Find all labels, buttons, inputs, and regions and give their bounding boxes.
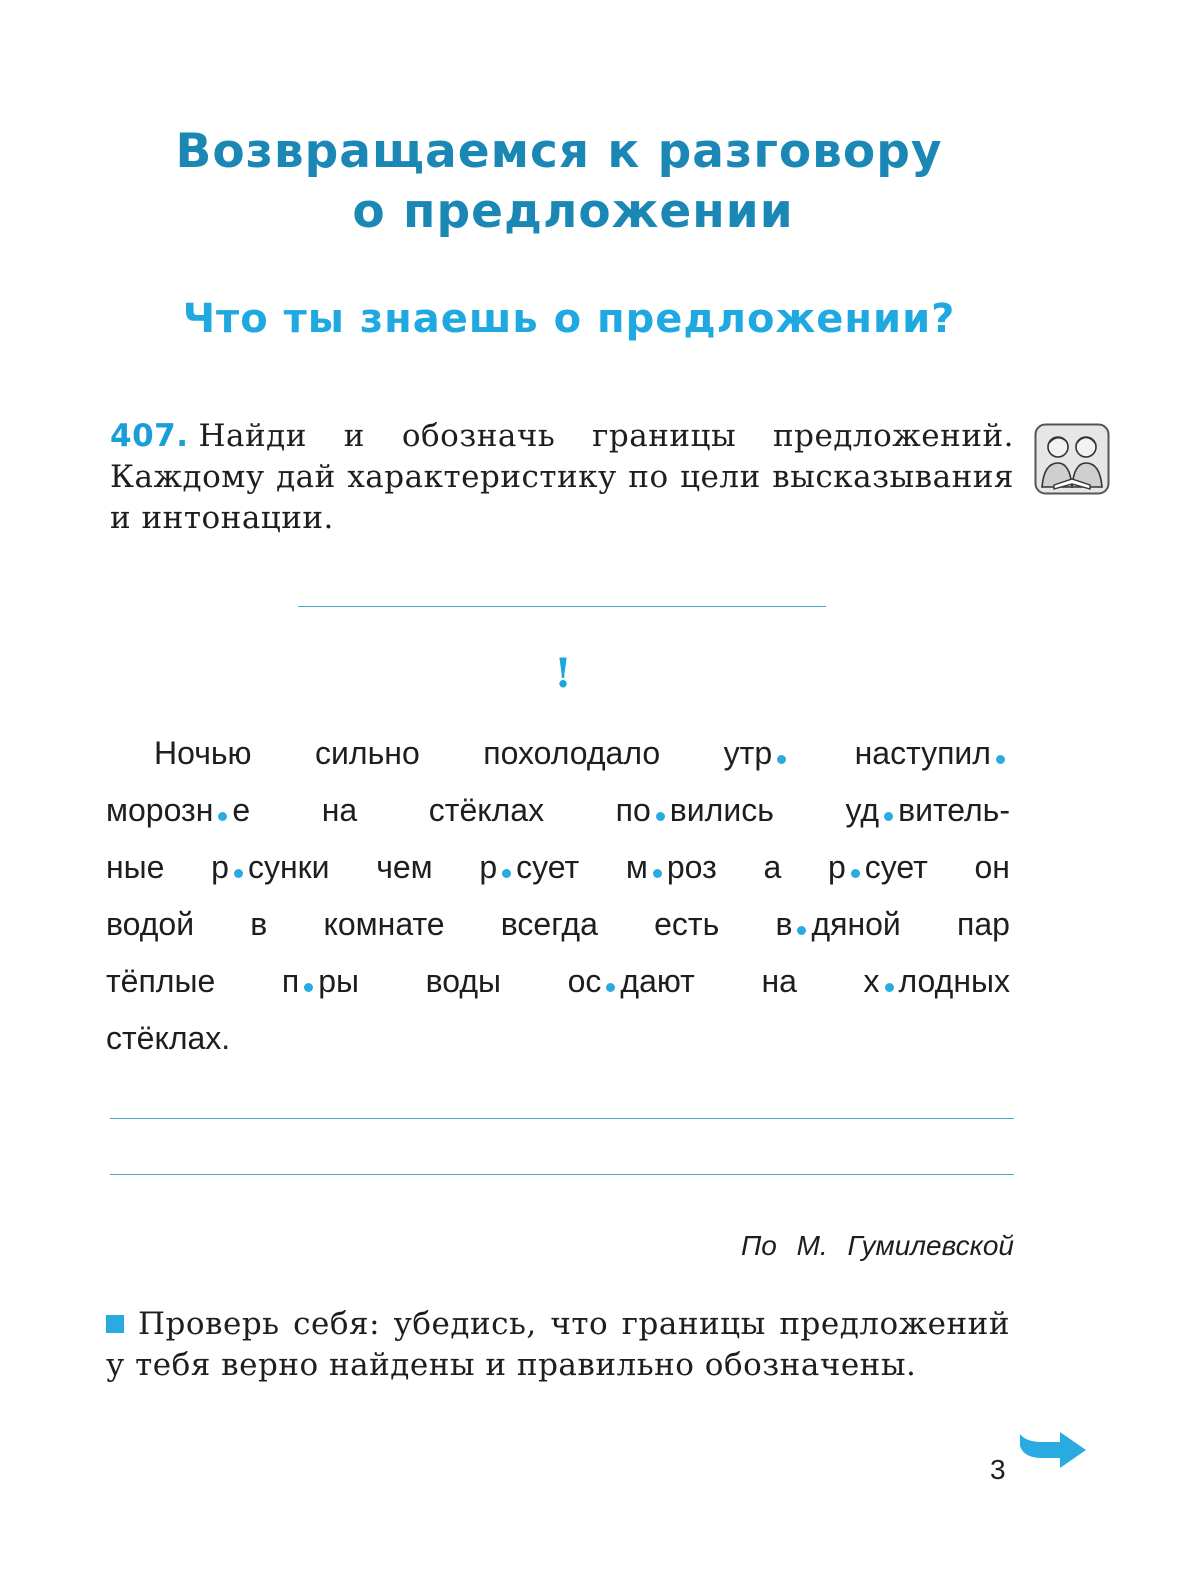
section-subtitle: Что ты знаешь о предложении? xyxy=(182,296,956,342)
missing-letter-dot xyxy=(502,869,511,878)
exercise-word: р сует xyxy=(479,849,580,885)
exercise-word: воды xyxy=(425,963,501,999)
missing-letter-dot xyxy=(885,983,894,992)
exercise-word: х лодных xyxy=(863,963,1010,999)
exercise-word: он xyxy=(974,849,1010,885)
exercise-line xyxy=(106,1010,1010,1067)
exercise-word: р сунки xyxy=(211,849,330,885)
missing-letter-dot xyxy=(656,812,665,821)
exercise-word: а xyxy=(763,849,782,885)
answer-line xyxy=(298,606,826,607)
self-check-text: Проверь себя: убедись, что границы предложений у тебя верно найдены и правильно обозначены. xyxy=(106,1306,1010,1383)
exercise-word: пар xyxy=(957,906,1010,942)
missing-letter-dot xyxy=(653,869,662,878)
exercise-word: тёплые xyxy=(106,963,216,999)
exercise-word: морозн е xyxy=(106,792,251,828)
exercise-word: чем xyxy=(376,849,433,885)
square-bullet-icon xyxy=(106,1315,124,1333)
exercise-word: всегда xyxy=(500,906,598,942)
exercise-word: водой xyxy=(106,906,195,942)
exercise-text xyxy=(106,725,1010,1067)
exercise-word: есть xyxy=(654,906,720,942)
exercise-word: утр xyxy=(724,725,791,782)
missing-letter-dot xyxy=(884,812,893,821)
exercise-word: похолодало xyxy=(483,735,661,771)
exercise-word: в дяной xyxy=(775,906,901,942)
exercise-word: ос дают xyxy=(567,963,695,999)
exercise-word: м роз xyxy=(625,849,717,885)
missing-letter-dot xyxy=(851,869,860,878)
attribution: По М. Гумилевской xyxy=(740,1230,1014,1261)
exercise-word: стёклах xyxy=(428,792,545,828)
next-page-arrow-icon xyxy=(1016,1428,1088,1470)
exercise-word: Ночью xyxy=(154,735,252,771)
exercise-word: стёклах. xyxy=(106,1020,231,1056)
answer-line xyxy=(110,1118,1014,1119)
exercise-word: п ры xyxy=(281,963,359,999)
missing-letter-dot xyxy=(304,983,313,992)
exercise-line xyxy=(106,953,1010,1010)
missing-letter-dot xyxy=(996,755,1005,764)
exercise-word: сильно xyxy=(315,735,420,771)
answer-line xyxy=(110,1174,1014,1175)
chapter-title-line-2: о предложении xyxy=(352,184,794,239)
missing-letter-dot xyxy=(777,755,786,764)
task-text: Найди и обозначь границы предложений. Каждому дай характеристику по цели высказывания и интонации. xyxy=(110,418,1014,536)
exercise-line xyxy=(106,782,1010,839)
task-number: 407. xyxy=(110,418,189,454)
exercise-word: на xyxy=(321,792,358,828)
chapter-title-line-1: Возвращаемся к разговору xyxy=(175,124,943,179)
exercise-line xyxy=(106,725,1010,782)
exercise-word: р сует xyxy=(827,849,928,885)
exercise-word: ные xyxy=(106,849,165,885)
missing-letter-dot xyxy=(606,983,615,992)
exercise-line xyxy=(106,896,1010,953)
missing-letter-dot xyxy=(797,926,806,935)
two-children-reading-icon xyxy=(1034,423,1110,495)
task-407 xyxy=(110,416,1014,539)
exercise-word: на xyxy=(761,963,797,999)
exercise-word: в xyxy=(250,906,268,942)
self-check-note xyxy=(106,1304,1010,1386)
exercise-word: наступил xyxy=(855,725,1010,782)
missing-letter-dot xyxy=(234,869,243,878)
exercise-line xyxy=(106,839,1010,896)
missing-letter-dot xyxy=(218,812,227,821)
exercise-word: уд витель- xyxy=(845,792,1010,828)
chapter-title xyxy=(0,122,1118,242)
exercise-word: по вились xyxy=(615,792,774,828)
exercise-word: комнате xyxy=(323,906,445,942)
page-number: 3 xyxy=(990,1454,1006,1485)
exclamation-mark: ! xyxy=(554,650,572,697)
